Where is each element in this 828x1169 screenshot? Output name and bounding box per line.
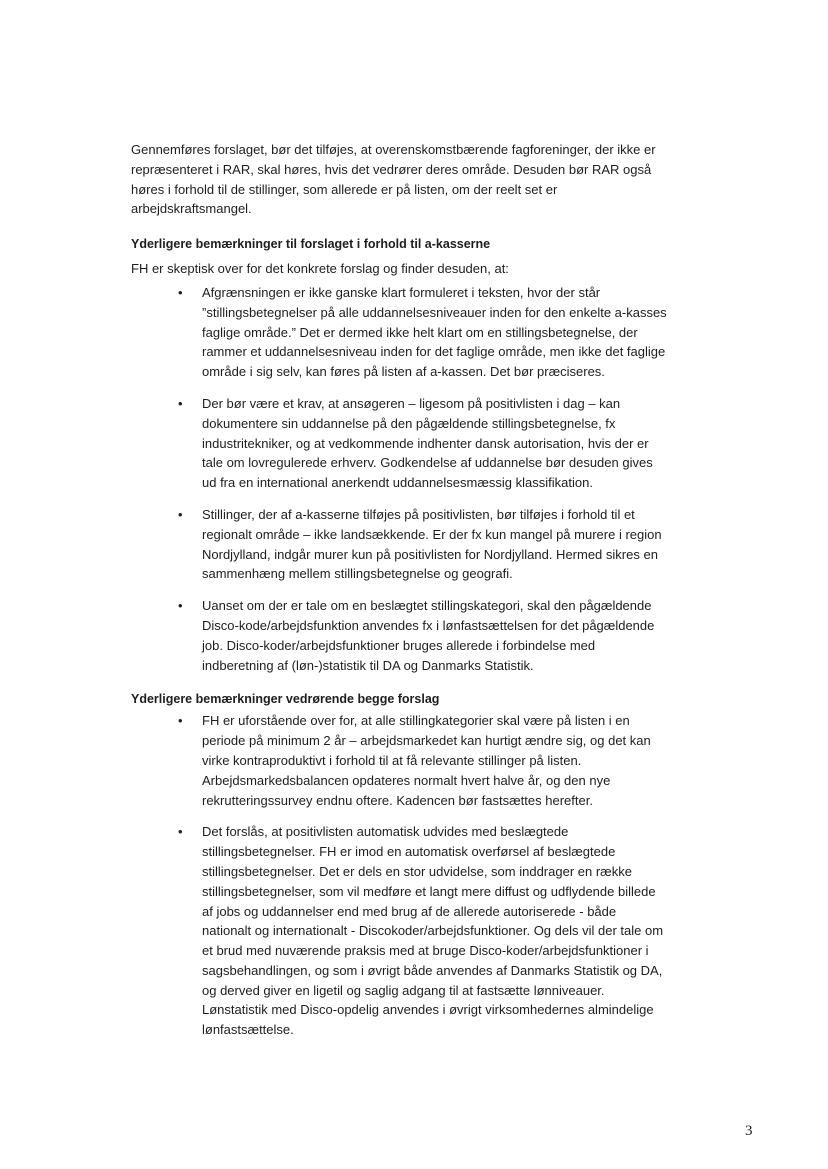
list-item-text: FH er uforstående over for, at alle stillingkategorier skal være på listen i en periode på minimum 2 år – arbejdsmarkedet kan hurtigt ændre sig, og det kan virke kontraproduktivt i forhold til at få relevante stillinger på listen. Arbejdsmarkedsbalancen opdateres normalt hvert halve år, og den nye rekrutteringssurvey endnu oftere. Kadencen bør fastsættes herefter. [202, 713, 651, 808]
bullet-icon: • [178, 598, 183, 614]
list-item [178, 283, 668, 382]
bullet-list-begge-forslag [131, 711, 668, 1040]
list-item-text: Der bør være et krav, at ansøgeren – ligesom på positivlisten i dag – kan dokumentere sin uddannelse på den pågældende stillingsbetegnelse, fx industritekniker, og at vedkommende indhenter dansk autorisation, hvis der er tale om lovregulerede erhverv. Godkendelse af uddannelse bør desuden gives ud fra en international anerkendt uddannelsesmæssig klassifikation. [202, 395, 653, 491]
bullet-icon: • [178, 824, 183, 840]
list-item [178, 596, 668, 675]
intro-paragraph: Gennemføres forslaget, bør det tilføjes, at overenskomstbærende fagforeninger, der ikke er repræsenteret i RAR, skal høres, hvis det vedrører deres område. Desuden bør RAR også høres i forhold til de stillinger, som allerede er på listen, om der reelt set er arbejdskraftsmangel. [131, 142, 656, 217]
list-item-text: Afgrænsningen er ikke ganske klart formuleret i teksten, hvor der står ”stillingsbetegnelser på alle uddannelsesniveauer inden for den enkelte a-kasses faglige område.” Det er dermed ikke helt klart om en stillingsbetegnelse, der rammer et uddannelsesniveau inden for det faglige område, men ikke det faglige område i sig selv, kan føres på listen af a-kassen. Det bør præciseres. [202, 284, 667, 380]
bullet-icon: • [178, 284, 183, 300]
section-heading-begge-forslag: Yderligere bemærkninger vedrørende begge forslag [131, 692, 440, 707]
list-item [178, 711, 668, 810]
section-heading-a-kasser: Yderligere bemærkninger til forslaget i forhold til a-kasserne [131, 237, 491, 252]
bullet-icon: • [178, 506, 183, 522]
list-item-text: Stillinger, der af a-kasserne tilføjes på positivlisten, bør tilføjes i forhold til et regionalt område – ikke landsækkende. Er der fx kun mangel på murere i region Nordjylland, indgår murer kun på positivlisten for Nordjylland. Hermed sikres en sammenhæng mellem stillingsbetegnelse og geografi. [202, 506, 662, 582]
bullet-icon: • [178, 395, 183, 411]
list-item [178, 822, 668, 1040]
bullet-list-a-kasser [131, 283, 668, 675]
list-item [178, 505, 668, 584]
page-number: 3 [745, 1123, 753, 1139]
list-item-text: Uanset om der er tale om en beslægtet stillingskategori, skal den pågældende Disco-kode/arbejdsfunktion anvendes fx i lønfastsættelsen for det pågældende job. Disco-koder/arbejdsfunktioner bruges allerede i forbindelse med indberetning af (løn-)statistik til DA og Danmarks Statistik. [202, 598, 655, 673]
section-intro-text: FH er skeptisk over for det konkrete forslag og finder desuden, at: [131, 261, 509, 277]
bullet-icon: • [178, 713, 183, 729]
list-item [178, 394, 668, 493]
list-item-text: Det forslås, at positivlisten automatisk udvides med beslægtede stillingsbetegnelser. FH er imod en automatisk overførsel af beslægtede stillingsbetegnelser. Det er dels en stor udvidelse, som inddrager en række stillingsbetegnelser, som vil medføre et langt mere diffust og udflydende billede af jobs og uddannelser end med brug af de allerede autoriserede - både nationalt og internationalt - Discokoder/arbejdsfunktioner. Og dels vil der tale om et brud med nuværende praksis med at bruge Disco-koder/arbejdsfunktioner i sagsbehandlingen, og som i øvrigt både anvendes af Danmarks Statistik og DA, og derved giver en ligetil og saglig adgang til at fastsætte lønniveauer. Lønstatistik med Disco-opdelig anvendes i øvrigt virksomhedernes almindelige lønfastsættelse. [202, 824, 664, 1038]
